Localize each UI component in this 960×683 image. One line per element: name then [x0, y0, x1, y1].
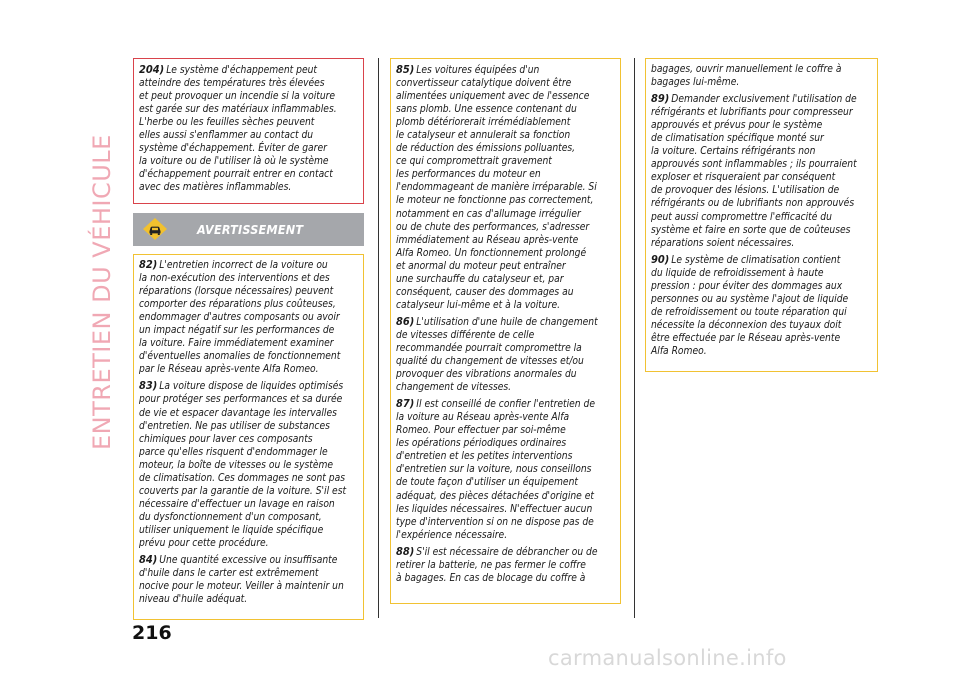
- note-number: 90): [651, 252, 670, 266]
- warning-box-204: [133, 58, 364, 204]
- warning-box-col1: [133, 254, 364, 620]
- note-85: [396, 63, 615, 312]
- note-83: [139, 379, 358, 550]
- column-divider: [378, 58, 379, 618]
- note-204: [139, 63, 358, 194]
- note-text: Demander exclusivement l'utilisation de réfrigérants et lubrifiants pour compresseur approuvés et prévus pour le système de climatisation spécifique monté sur la voiture. Certains réfrigérants non approuvés sont inflammables ; ils pourraient exploser et risqueraient par conséquent de provoquer des lésions. L'utilisation de réfrigérants ou de lubrifiants non approuvés peut aussi compromettre l'efficacité du système et faire en sorte que de coûteuses réparations soient nécessaires.: [651, 94, 857, 249]
- column-divider: [634, 58, 635, 618]
- note-text: Une quantité excessive ou insuffisante d'huile dans le carter est extrêmement nocive pour le moteur. Veiller à maintenir un niveau d'huile adéquat.: [139, 555, 344, 606]
- note-87: [396, 397, 615, 542]
- note-text: S'il est nécessaire de débrancher ou de retirer la batterie, ne pas fermer le coffre à bagages. En cas de blocage du coffre à: [396, 546, 598, 584]
- note-number: 204): [139, 63, 165, 76]
- car-warning-icon: [142, 217, 168, 241]
- note-88: [396, 545, 615, 585]
- note-86: [396, 315, 615, 394]
- note-text: La voiture dispose de liquides optimisés pour protéger ses performances et sa durée de vie et espacer davantage les intervalles d'entretien. Ne pas utiliser de substances chimiques pour laver ces composants parce qu'elles risquent d'endommager le moteur, la boîte de vitesses ou le système de climatisation. Ces dommages ne sont pas couverts par la garantie de la voiture. S'il est nécessaire d'effectuer un lavage en raison du dysfonctionnement d'un composant, utiliser uniquement le liquide spécifique prévu pour cette procédure.: [139, 381, 347, 549]
- note-number: 89): [651, 92, 670, 106]
- warning-title: AVERTISSEMENT: [197, 222, 304, 237]
- warning-box-col3: [645, 58, 878, 372]
- section-title: ENTRETIEN DU VÉHICULE: [88, 134, 116, 450]
- note-text: L'utilisation d'une huile de changement de vitesses différente de celle recommandée pourrait compromettre la qualité du changement de vitesses et/ou provoquer des vibrations anormales du changement de vitesses.: [396, 316, 598, 394]
- warning-box-col2: [390, 58, 621, 604]
- note-89: [651, 92, 872, 250]
- note-82: [139, 258, 358, 376]
- note-90: [651, 253, 872, 358]
- note-text: Le système d'échappement peut atteindre des températures très élevées et peut provoquer un incendie si la voiture est garée sur des matériaux inflammables. L'herbe ou les feuilles sèches peuvent elles aussi s'enflammer au contact du système d'échappement. Éviter de garer la voiture ou de l'utiliser là où le système d'échappement pourrait entrer en contact avec des matières inflammables.: [139, 65, 337, 194]
- note-84: [139, 553, 358, 606]
- note-number: 85): [396, 63, 415, 76]
- note-number: 83): [139, 379, 158, 393]
- watermark[interactable]: carmanualsonline.info: [548, 646, 787, 670]
- warning-banner: [133, 213, 364, 246]
- note-88-continued: [651, 63, 872, 89]
- note-text: Le système de climatisation contient du liquide de refroidissement à haute pression : pour éviter des dommages aux personnes ou au système l'ajout de liquide de refroidissement ou toute réparation qui nécessite la déconnexion des tuyaux doit être effectuée par le Réseau après-vente Alfa Romeo.: [651, 254, 849, 357]
- note-text: Il est conseillé de confier l'entretien de la voiture au Réseau après-vente Alfa Romeo. Pour effectuer par soi-même les opérations périodiques ordinaires d'entretien et les petites interventions d'entretien sur la voiture, nous conseillons de toute façon d'utiliser un équipement adéquat, des pièces détachées d'origine et les liquides nécessaires. N'effectuer aucun type d'intervention si on ne dispose pas de l'expérience nécessaire.: [396, 399, 595, 541]
- note-number: 84): [139, 553, 158, 567]
- note-text: bagages, ouvrir manuellement le coffre à bagages lui-même.: [651, 64, 842, 89]
- page-number: 216: [132, 622, 172, 644]
- note-number: 82): [139, 258, 158, 271]
- note-text: Les voitures équipées d'un convertisseur catalytique doivent être alimentées uniquement avec de l'essence sans plomb. Une essence contenant du plomb détériorerait irrémédiablement le catalyseur et annulerait sa fonction de réduction des émissions polluantes, ce qui compromettrait gravement les performances du moteur en l'endommageant de manière irréparable. Si le moteur ne fonctionne pas correctement, notamment en cas d'allumage irrégulier ou de chute des performances, s'adresser immédiatement au Réseau après-vente Alfa Romeo. Un fonctionnement prolongé et anormal du moteur peut entraîner une surchauffe du catalyseur et, par conséquent, causer des dommages au catalyseur lui-même et à la voiture.: [396, 65, 597, 311]
- note-number: 86): [396, 314, 415, 328]
- note-text: L'entretien incorrect de la voiture ou la non-exécution des interventions et des réparations (lorsque nécessaires) peuvent comporter des réparations plus coûteuses, endommager d'autres composants ou avoir un impact négatif sur les performances de la voiture. Faire immédiatement examiner d'éventuelles anomalies de fonctionnement par le Réseau après-vente Alfa Romeo.: [139, 260, 341, 376]
- note-number: 87): [396, 397, 415, 411]
- note-number: 88): [396, 544, 415, 558]
